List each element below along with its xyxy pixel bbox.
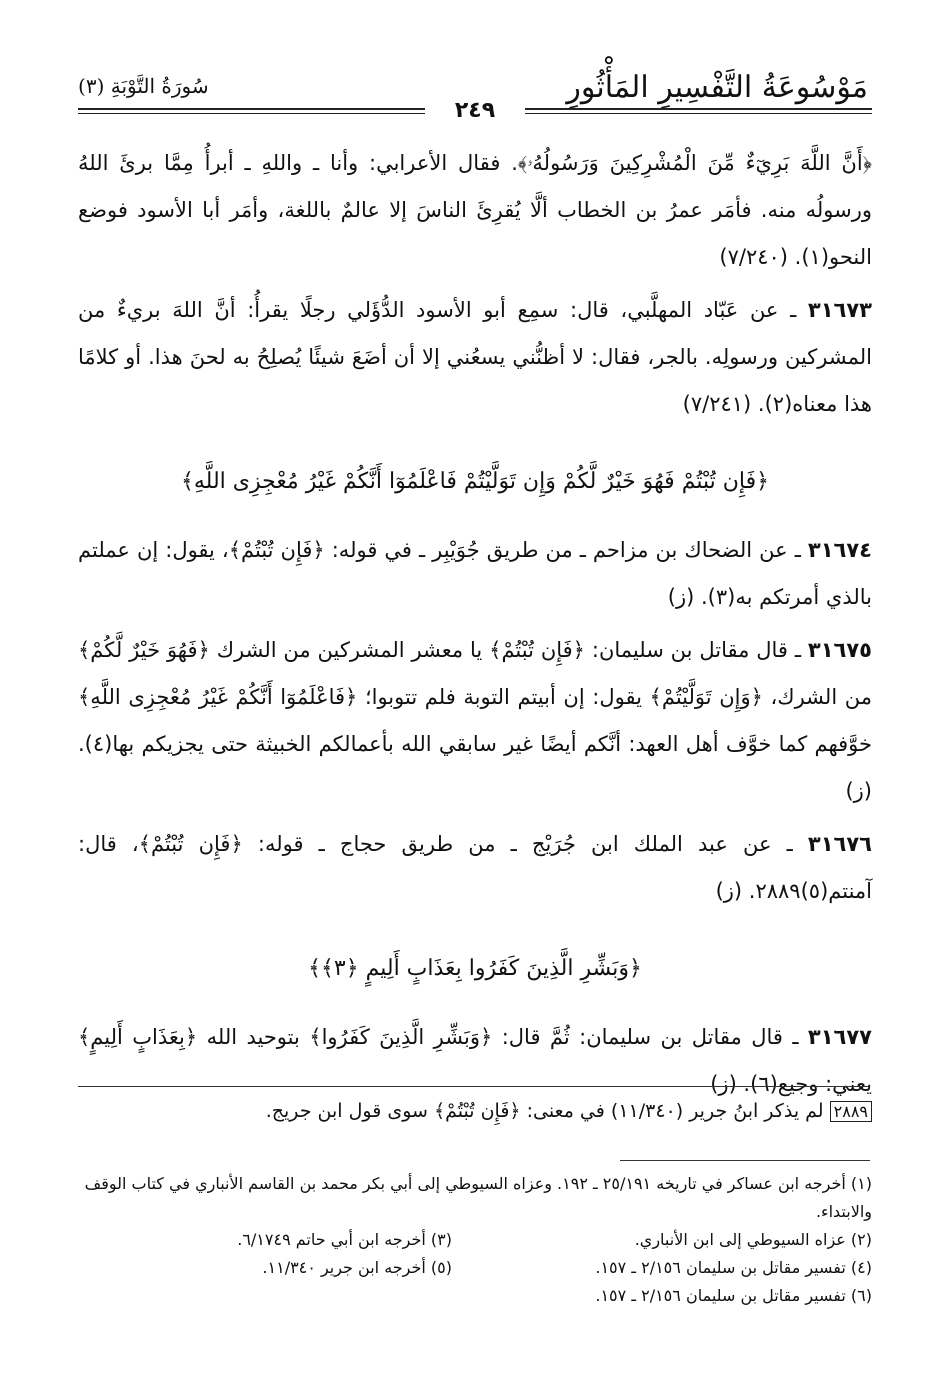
- footnote-5: (٥) أخرجه ابن جرير ١١/٣٤٠.: [262, 1258, 452, 1277]
- quran-verse-heading: ﴿فَإِن تُبْتُمْ فَهُوَ خَيْرٌ لَّكُمْ وَإِن تَوَلَّيْتُمْ فَاعْلَمُوٓا أَنَّكُمْ غَيْرُ مُعْجِزِى اللَّهِ﴾: [180, 469, 769, 494]
- narration-31676: ٣١٦٧٦ ـ عن عبد الملك ابن جُرَيْج ـ من طريق حجاج ـ قوله: ﴿فَإِن تُبْتُمْ﴾، قال: آمنتم(٥)٢٨٨٩. (ز): [78, 832, 872, 903]
- narration-number: ٣١٦٧٣: [807, 298, 872, 322]
- footnote-6: (٦) تفسير مقاتل بن سليمان ٢/١٥٦ ـ ١٥٧.: [595, 1286, 872, 1305]
- narration-31674: ٣١٦٧٤ ـ عن الضحاك بن مزاحم ـ من طريق جُوَيْبِر ـ في قوله: ﴿فَإِن تُبْتُمْ﴾، يقول: إن عملتم بالذي أمرتكم به(٣). (ز): [78, 538, 872, 609]
- surah-title: سُورَةُ التَّوْبَةِ (٣): [78, 74, 209, 98]
- footnotes: [78, 1170, 872, 1310]
- footnote-2: (٢) عزاه السيوطي إلى ابن الأنباري.: [634, 1230, 872, 1249]
- running-title: مَوْسُوعَةُ التَّفْسِيرِ المَأْثُورِ: [566, 70, 868, 105]
- note-number-box: ٢٨٨٩: [830, 1101, 872, 1122]
- narration-31677: ٣١٦٧٧ ـ قال مقاتل بن سليمان: ثُمَّ قال: ﴿وَبَشِّرِ الَّذِينَ كَفَرُوا﴾ بتوحيد الله ﴿بِعَذَابٍ أَلِيمٍ﴾ يعني: وجيع(٦). (ز): [78, 1025, 872, 1096]
- narration-31673: ٣١٦٧٣ ـ عن عَبّاد المهلَّبي، قال: سمِع أبو الأسود الدُّؤَلي رجلًا يقرأُ: أنَّ اللهَ بريءٌ من المشركين ورسولِه. بالجر، فقال: لا أظنُّني يسعُني إلا أن أضَعَ شيئًا يُصلِحُ به لحنَ هذا. أو كلامًا هذا معناه(٢). (٧/٢٤١): [78, 298, 872, 416]
- narration-31675: ٣١٦٧٥ ـ قال مقاتل بن سليمان: ﴿فَإِن تُبْتُمْ﴾ يا معشر المشركين من الشرك ﴿فَهُوَ خَيْرٌ لَّكُمْ﴾ من الشرك، ﴿وَإِن تَوَلَّيْتُمْ﴾ يقول: إن أبيتم التوبة فلم تتوبوا؛ ﴿فَاعْلَمُوٓا أَنَّكُمْ غَيْرُ مُعْجِزِى اللَّهِ﴾ خوَّفهم كما خوَّف أهل العهد: أنَّكم أيضًا غير سابقي الله بأعمالكم الخبيثة حتى يجزيكم بها(٤). (ز): [78, 638, 872, 803]
- editor-note: ٢٨٨٩ لم يذكر ابنُ جرير (١١/٣٤٠) في معنى: ﴿فَإِن تُبْتُمْ﴾ سوى قول ابن جريج.: [78, 1100, 872, 1122]
- main-text: [78, 140, 872, 1114]
- narration-number: ٣١٦٧٦: [807, 832, 872, 856]
- narration-number: ٣١٦٧٧: [807, 1025, 872, 1049]
- page-number: ٢٤٩: [425, 98, 525, 123]
- quran-verse-heading: ﴿وَبَشِّرِ الَّذِينَ كَفَرُوا بِعَذَابٍ أَلِيمٍ ﴿٣﴾﴾: [308, 956, 642, 981]
- note-separator: [78, 1086, 870, 1087]
- narration-number: ٣١٦٧٤: [807, 538, 872, 562]
- paragraph-continued: ﴿أَنَّ اللَّهَ بَرِيٓءٌ مِّنَ الْمُشْرِكِينَ وَرَسُولُهُۥ﴾. فقال الأعرابي: وأنا ـ واللهِ ـ أبرأُ مِمَّا برئَ اللهُ ورسولُه منه. فأمَر عمرُ بن الخطاب ألَّا يُقرِئَ الناسَ إلا عالمٌ باللغة، وأمَر أبا الأسود فوضع النحو(١). (٧/٢٤٠): [78, 151, 872, 269]
- narration-number: ٣١٦٧٥: [807, 638, 872, 662]
- footnote-separator: [620, 1160, 870, 1161]
- footnote-1: (١) أخرجه ابن عساكر في تاريخه ٢٥/١٩١ ـ ١٩٢. وعزاه السيوطي إلى أبي بكر محمد بن القاسم الأنباري في كتاب الوقف والابتداء.: [84, 1174, 872, 1221]
- footnote-3: (٣) أخرجه ابن أبي حاتم ٦/١٧٤٩.: [237, 1230, 452, 1249]
- footnote-4: (٤) تفسير مقاتل بن سليمان ٢/١٥٦ ـ ١٥٧.: [595, 1258, 872, 1277]
